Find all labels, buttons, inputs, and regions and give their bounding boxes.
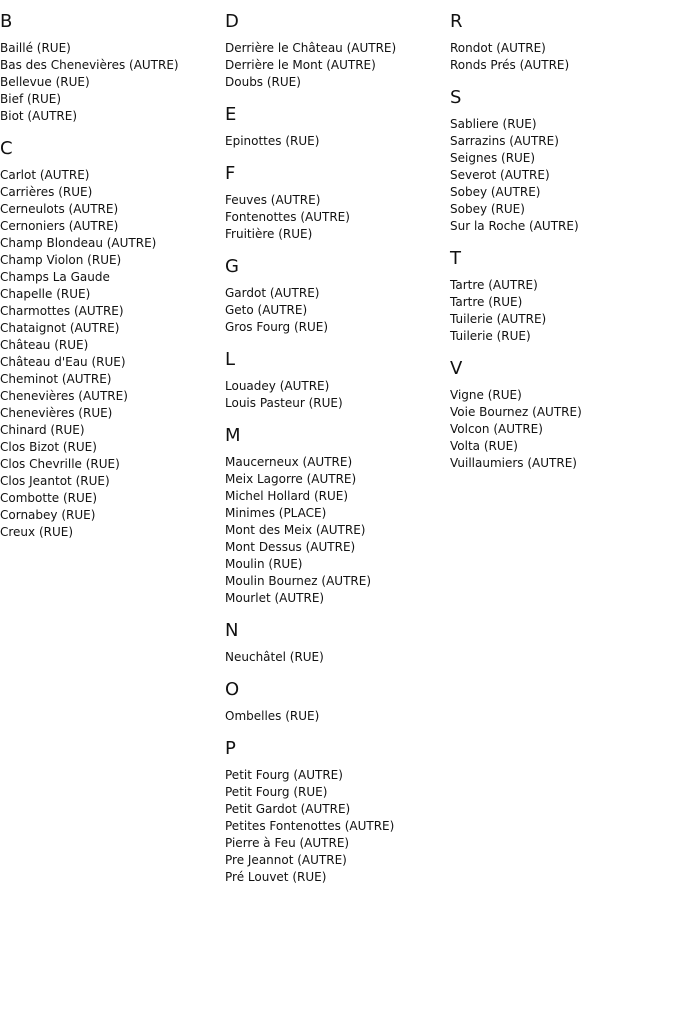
street-link[interactable]: Seignes (RUE)	[450, 151, 536, 165]
street-link[interactable]: Cernoniers (AUTRE)	[0, 219, 119, 233]
street-link[interactable]: Biot (AUTRE)	[0, 109, 78, 123]
letter-heading: F	[225, 163, 236, 184]
street-link[interactable]: Cornabey (RUE)	[0, 508, 96, 522]
street-link[interactable]: Mont Dessus (AUTRE)	[225, 540, 356, 554]
street-link[interactable]: Chapelle (RUE)	[0, 287, 91, 301]
letter-heading: V	[450, 358, 463, 379]
street-link[interactable]: Bief (RUE)	[0, 92, 62, 106]
street-column	[225, 10, 445, 898]
street-link[interactable]: Neuchâtel (RUE)	[225, 650, 324, 664]
street-link[interactable]: Creux (RUE)	[0, 525, 74, 539]
street-link[interactable]: Doubs (RUE)	[225, 75, 301, 89]
street-link[interactable]: Petites Fontenottes (AUTRE)	[225, 819, 395, 833]
street-link[interactable]: Sarrazins (AUTRE)	[450, 134, 559, 148]
letter-group	[225, 678, 445, 725]
street-link[interactable]: Pré Louvet (RUE)	[225, 870, 327, 884]
street-link[interactable]: Chenevières (RUE)	[0, 406, 113, 420]
street-link[interactable]: Chenevières (AUTRE)	[0, 389, 128, 403]
street-link[interactable]: Ombelles (RUE)	[225, 709, 320, 723]
street-link[interactable]: Petit Fourg (RUE)	[225, 785, 328, 799]
street-link[interactable]: Ronds Prés (AUTRE)	[450, 58, 570, 72]
street-link[interactable]: Sur la Roche (AUTRE)	[450, 219, 579, 233]
street-link[interactable]: Volta (RUE)	[450, 439, 518, 453]
letter-group	[0, 137, 220, 541]
letter-heading: C	[0, 138, 13, 159]
street-link[interactable]: Moulin (RUE)	[225, 557, 303, 571]
letter-heading: B	[0, 11, 13, 32]
street-link[interactable]: Carrières (RUE)	[0, 185, 93, 199]
street-link[interactable]: Bas des Chenevières (AUTRE)	[0, 58, 179, 72]
street-link[interactable]: Champs La Gaude	[0, 270, 110, 284]
street-link[interactable]: Gardot (AUTRE)	[225, 286, 320, 300]
letter-heading: N	[225, 620, 239, 641]
letter-group	[225, 162, 445, 243]
letter-group	[0, 10, 220, 125]
letter-group	[450, 86, 670, 235]
street-link[interactable]: Derrière le Château (AUTRE)	[225, 41, 397, 55]
street-link[interactable]: Tuilerie (RUE)	[450, 329, 531, 343]
street-link[interactable]: Geto (AUTRE)	[225, 303, 308, 317]
letter-group	[450, 247, 670, 345]
street-link[interactable]: Petit Gardot (AUTRE)	[225, 802, 351, 816]
street-link[interactable]: Champ Violon (RUE)	[0, 253, 122, 267]
street-link[interactable]: Clos Chevrille (RUE)	[0, 457, 120, 471]
letter-heading: P	[225, 738, 236, 759]
street-link[interactable]: Château d'Eau (RUE)	[0, 355, 126, 369]
street-link[interactable]: Combotte (RUE)	[0, 491, 98, 505]
street-link[interactable]: Louadey (AUTRE)	[225, 379, 330, 393]
street-link[interactable]: Fontenottes (AUTRE)	[225, 210, 350, 224]
street-link[interactable]: Clos Bizot (RUE)	[0, 440, 97, 454]
letter-heading: O	[225, 679, 240, 700]
street-column	[450, 10, 670, 484]
letter-heading: R	[450, 11, 463, 32]
street-link[interactable]: Vigne (RUE)	[450, 388, 522, 402]
street-link[interactable]: Severot (AUTRE)	[450, 168, 550, 182]
street-link[interactable]: Derrière le Mont (AUTRE)	[225, 58, 376, 72]
street-link[interactable]: Fruitière (RUE)	[225, 227, 313, 241]
street-link[interactable]: Minimes (PLACE)	[225, 506, 327, 520]
street-link[interactable]: Vuillaumiers (AUTRE)	[450, 456, 577, 470]
letter-group	[225, 348, 445, 412]
letter-group	[225, 255, 445, 336]
letter-heading: G	[225, 256, 239, 277]
street-link[interactable]: Epinottes (RUE)	[225, 134, 320, 148]
street-link[interactable]: Chataignot (AUTRE)	[0, 321, 120, 335]
street-link[interactable]: Voie Bournez (AUTRE)	[450, 405, 582, 419]
street-link[interactable]: Rondot (AUTRE)	[450, 41, 546, 55]
street-link[interactable]: Château (RUE)	[0, 338, 89, 352]
street-link[interactable]: Chinard (RUE)	[0, 423, 85, 437]
street-column	[0, 10, 220, 553]
street-link[interactable]: Baillé (RUE)	[0, 41, 71, 55]
street-link[interactable]: Mont des Meix (AUTRE)	[225, 523, 366, 537]
letter-heading: T	[450, 248, 461, 269]
street-link[interactable]: Bellevue (RUE)	[0, 75, 90, 89]
street-link[interactable]: Feuves (AUTRE)	[225, 193, 321, 207]
street-link[interactable]: Carlot (AUTRE)	[0, 168, 90, 182]
street-link[interactable]: Tuilerie (AUTRE)	[450, 312, 547, 326]
letter-group	[450, 357, 670, 472]
letter-heading: E	[225, 104, 237, 125]
street-link[interactable]: Charmottes (AUTRE)	[0, 304, 124, 318]
street-link[interactable]: Sabliere (RUE)	[450, 117, 537, 131]
letter-group	[450, 10, 670, 74]
letter-group	[225, 619, 445, 666]
letter-heading: D	[225, 11, 239, 32]
street-link[interactable]: Cerneulots (AUTRE)	[0, 202, 119, 216]
street-link[interactable]: Maucerneux (AUTRE)	[225, 455, 353, 469]
street-link[interactable]: Tartre (RUE)	[450, 295, 523, 309]
street-link[interactable]: Tartre (AUTRE)	[450, 278, 538, 292]
street-link[interactable]: Gros Fourg (RUE)	[225, 320, 329, 334]
street-link[interactable]: Clos Jeantot (RUE)	[0, 474, 110, 488]
letter-heading: M	[225, 425, 241, 446]
letter-heading: L	[225, 349, 236, 370]
street-link[interactable]: Cheminot (AUTRE)	[0, 372, 112, 386]
street-link[interactable]: Volcon (AUTRE)	[450, 422, 543, 436]
letter-group	[225, 737, 445, 886]
letter-heading: S	[450, 87, 462, 108]
street-link[interactable]: Pierre à Feu (AUTRE)	[225, 836, 350, 850]
street-link[interactable]: Mourlet (AUTRE)	[225, 591, 325, 605]
letter-group	[225, 424, 445, 607]
letter-group	[225, 103, 445, 150]
street-link[interactable]: Petit Fourg (AUTRE)	[225, 768, 343, 782]
street-link[interactable]: Meix Lagorre (AUTRE)	[225, 472, 357, 486]
street-link[interactable]: Louis Pasteur (RUE)	[225, 396, 343, 410]
street-link[interactable]: Champ Blondeau (AUTRE)	[0, 236, 157, 250]
street-link[interactable]: Moulin Bournez (AUTRE)	[225, 574, 371, 588]
letter-group	[225, 10, 445, 91]
street-link[interactable]: Sobey (RUE)	[450, 202, 525, 216]
street-link[interactable]: Michel Hollard (RUE)	[225, 489, 349, 503]
street-link[interactable]: Pre Jeannot (AUTRE)	[225, 853, 347, 867]
street-link[interactable]: Sobey (AUTRE)	[450, 185, 541, 199]
